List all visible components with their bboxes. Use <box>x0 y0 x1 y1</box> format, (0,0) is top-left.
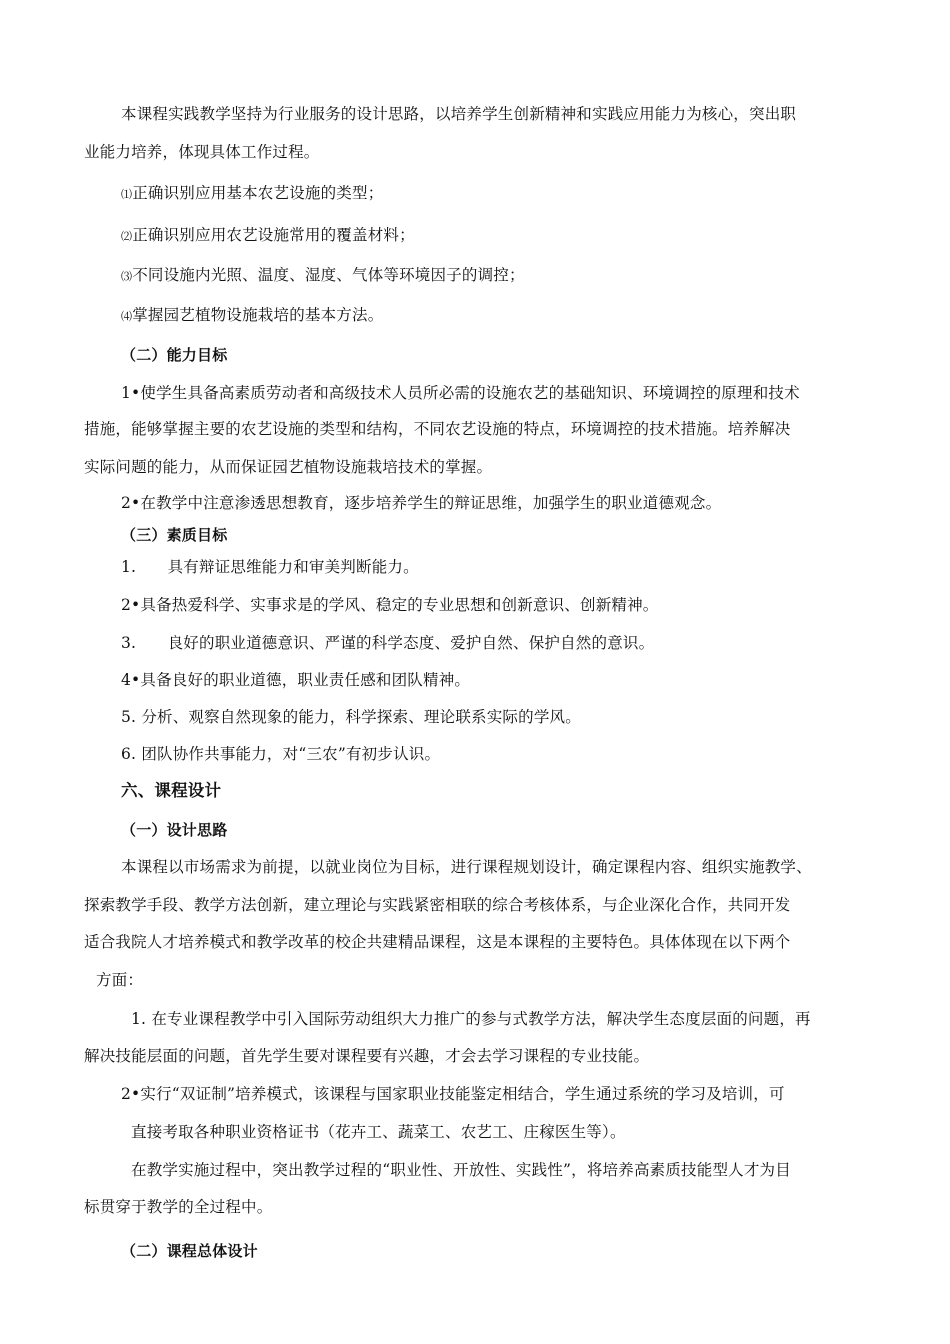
list-item: ⑵正确识别应用农艺设施常用的覆盖材料； <box>121 226 415 244</box>
point-2-line-2: 直接考取各种职业资格证书（花卉工、蔬菜工、农艺工、庄稼医生等）。 <box>131 1123 626 1141</box>
list-item: ⑷掌握园艺植物设施栽培的基本方法。 <box>121 306 384 324</box>
idea-line-2: 探索教学手段、教学方法创新，建立理论与实践紧密相联的综合考核体系，与企业深化合作，共同开发 <box>84 896 791 914</box>
heading-overall-design: （二）课程总体设计 <box>121 1242 258 1260</box>
heading-course-design: 六、课程设计 <box>121 781 222 800</box>
list-item: ⑴正确识别应用基本农艺设施的类型； <box>121 184 384 202</box>
ability-item-2: 2•在教学中注意渗透思想教育，逐步培养学生的辩证思维，加强学生的职业道德观念。 <box>121 494 722 512</box>
point-1-line-2: 解决技能层面的问题，首先学生要对课程要有兴趣，才会去学习课程的专业技能。 <box>84 1047 650 1065</box>
ability-item-1-line-2: 措施，能够掌握主要的农艺设施的类型和结构，不同农艺设施的特点，环境调控的技术措施。培养解决 <box>84 420 791 438</box>
list-number: ⑷ <box>121 310 133 323</box>
point-1-line-1: 1. 在专业课程教学中引入国际劳动组织大力推广的参与式教学方法，解决学生态度层面的问题，再 <box>131 1010 811 1028</box>
quality-item: 5. 分析、观察自然现象的能力，科学探索、理论联系实际的学风。 <box>121 708 581 726</box>
ability-item-1-line-1: 1•使学生具备高素质劳动者和高级技术人员所必需的设施农艺的基础知识、环境调控的原理和技术 <box>121 384 800 402</box>
list-item: ⑶不同设施内光照、温度、湿度、气体等环境因子的调控； <box>121 266 525 284</box>
closing-line-2: 标贯穿于教学的全过程中。 <box>84 1198 273 1216</box>
idea-line-4: 方面： <box>96 971 144 989</box>
list-number: ⑵ <box>121 230 133 243</box>
closing-line-1: 在教学实施过程中，突出教学过程的“职业性、开放性、实践性”，将培养高素质技能型人才为目 <box>131 1161 791 1179</box>
quality-item: 1. 具有辩证思维能力和审美判断能力。 <box>121 558 419 576</box>
heading-ability-goals: （二）能力目标 <box>121 346 228 364</box>
quality-item: 4•具备良好的职业道德，职业责任感和团队精神。 <box>121 671 471 689</box>
ability-item-1-line-3: 实际问题的能力，从而保证园艺植物设施栽培技术的掌握。 <box>84 458 493 476</box>
quality-item: 2•具备热爱科学、实事求是的学风、稳定的专业思想和创新意识、创新精神。 <box>121 596 659 614</box>
idea-line-3: 适合我院人才培养模式和教学改革的校企共建精品课程，这是本课程的主要特色。具体体现在以下两个 <box>84 933 791 951</box>
list-number: ⑴ <box>121 188 133 201</box>
intro-line-1: 本课程实践教学坚持为行业服务的设计思路，以培养学生创新精神和实践应用能力为核心，突出职 <box>121 105 797 123</box>
intro-line-2: 业能力培养，体现具体工作过程。 <box>84 143 320 161</box>
heading-quality-goals: （三）素质目标 <box>121 526 228 544</box>
quality-item: 6. 团队协作共事能力，对“三农”有初步认识。 <box>121 745 441 763</box>
quality-item: 3. 良好的职业道德意识、严谨的科学态度、爱护自然、保护自然的意识。 <box>121 634 655 652</box>
list-number: ⑶ <box>121 270 133 283</box>
heading-design-idea: （一）设计思路 <box>121 821 228 839</box>
idea-line-1: 本课程以市场需求为前提，以就业岗位为目标，进行课程规划设计，确定课程内容、组织实施教学、 <box>121 858 812 876</box>
point-2-line-1: 2•实行“双证制”培养模式，该课程与国家职业技能鉴定相结合，学生通过系统的学习及培训，可 <box>121 1085 785 1103</box>
